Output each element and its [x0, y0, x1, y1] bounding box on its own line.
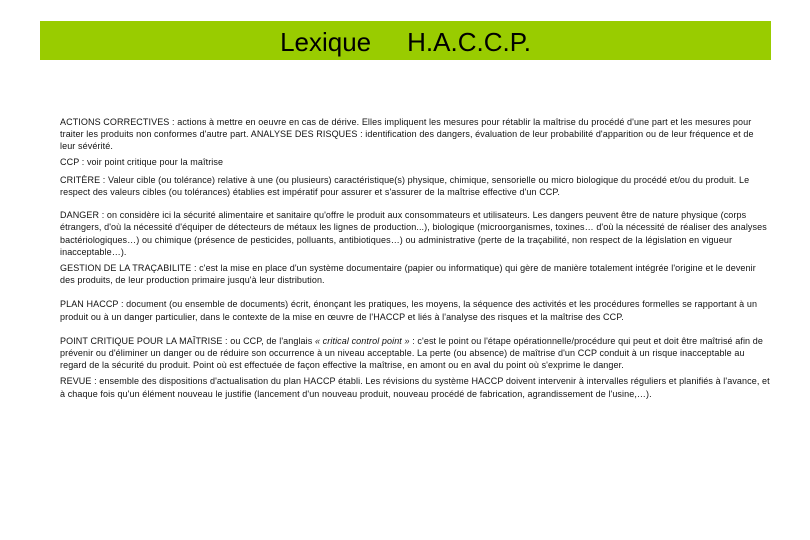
- title-word: Lexique: [280, 26, 372, 57]
- point-critique-text-start: POINT CRITIQUE POUR LA MAÎTRISE : ou CCP, de l'anglais: [60, 335, 315, 346]
- glossary-entry-danger: DANGER : on considère ici la sécurité alimentaire et sanitaire qu'offre le produit aux consommateurs et utilisateurs. Les dangers peuvent être de nature physique (corps étrangers, d'où la nécessité d'équiper de détecteurs de métaux les lignes de production...), biologique (microorganismes, toxines… d'où la nécessité de réaliser des analyses bactériologiques…) ou chimique (présence de pesticides, polluants, antibiotiques…) ou administrative (perte de la traçabilité, non respect de la législation en vigueur inacceptable…).: [60, 210, 767, 257]
- title-acronym: H.A.C.C.P.: [407, 26, 531, 57]
- glossary-body: [60, 116, 770, 400]
- point-critique-text-end: : c'est le point ou l'étape opérationnelle/procédure qui peut et doit être maîtrisé afin de prévenir ou d'éliminer un danger ou de réduire son occurrence à un niveau acceptable. La perte (ou absence) de maîtrise d'un CCP conduit à un risque inacceptable au regard de la sécurité du produit. Point où est effectuée de façon effective la maîtrise, en amont ou en aval du point où s'exprime le danger.: [60, 335, 763, 371]
- glossary-entry-ccp: CCP : voir point critique pour la maîtrise: [60, 156, 224, 167]
- glossary-entry-plan-haccp: PLAN HACCP : document (ou ensemble de documents) écrit, énonçant les pratiques, les moyens, la séquence des activités et les procédures formelles se rapportant à un produit ou à un danger particulier, dans le contexte de la mise en œuvre de l'HACCP et liés à l'analyse des risques et la maîtrise des CCP.: [60, 299, 758, 322]
- point-critique-english-term: « critical control point »: [314, 335, 410, 346]
- glossary-entry-revue: REVUE : ensemble des dispositions d'actualisation du plan HACCP établi. Les révisions du système HACCP doivent intervenir à intervalles réguliers et planifiés à l'avance, et à chaque fois qu'un élément nouveau le justifie (lancement d'un nouveau produit, nouveau procédé de fabrication, agrandissement de l'usine,…).: [60, 376, 770, 399]
- title-bar: [40, 21, 771, 60]
- page-title: [280, 26, 531, 57]
- glossary-entry-actions-correctives: ACTIONS CORRECTIVES : actions à mettre en oeuvre en cas de dérive. Elles impliquent les mesures pour rétablir la maîtrise du procédé d'une part et les mesures pour traiter les produits non conformes d'autre part. ANALYSE DES RISQUES : identification des dangers, évaluation de leur probabilité d'apparition ou de leur fréquence et de leur sévérité.: [60, 117, 754, 152]
- glossary-entry-point-critique: [60, 335, 770, 372]
- glossary-entry-critere: CRITÈRE : Valeur cible (ou tolérance) relative à une (ou plusieurs) caractéristique(s) physique, chimique, sensorielle ou micro biologique du procédé et/ou du produit. Le respect des valeurs cibles (ou tolérances) établies est impératif pour assurer et s'assurer de la maîtrise effective d'un CCP.: [60, 174, 750, 198]
- glossary-entry-tracabilite: GESTION DE LA TRAÇABILITE : c'est la mise en place d'un système documentaire (papier ou informatique) qui gère de manière totalement intégrée l'origine et le devenir des produits, de leur production primaire jusqu'à leur distribution.: [60, 263, 756, 286]
